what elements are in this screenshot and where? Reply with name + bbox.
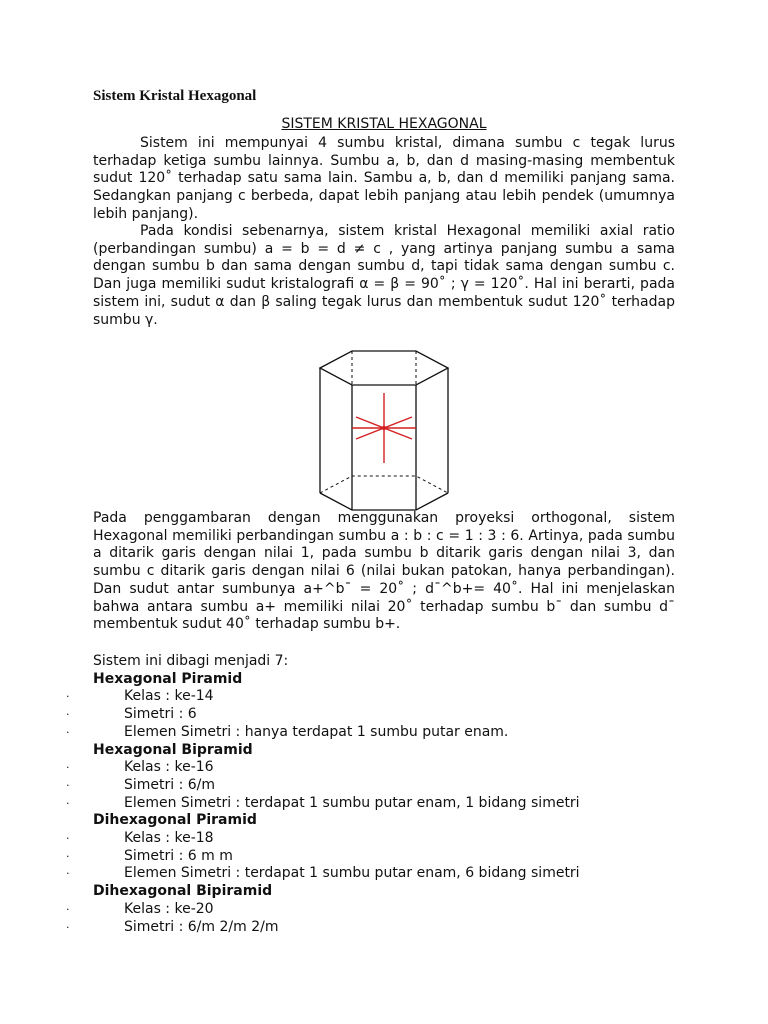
hexagonal-prism-figure <box>318 345 450 513</box>
list-item: · Simetri : 6 m m <box>66 847 233 864</box>
group-title-hexagonal-bipramid: Hexagonal Bipramid <box>93 741 253 758</box>
bullet-dot: · <box>66 725 70 739</box>
list-item: · Elemen Simetri : terdapat 1 sumbu putar enam, 1 bidang simetri <box>66 794 580 811</box>
list-item: · Kelas : ke-14 <box>66 688 214 705</box>
bullet-dot: · <box>66 708 70 722</box>
top-face <box>320 351 448 385</box>
list-item: · Simetri : 6 <box>66 706 197 723</box>
page-heading: Sistem Kristal Hexagonal <box>93 88 257 104</box>
list-item: · Elemen Simetri : hanya terdapat 1 sumbu putar enam. <box>66 723 509 740</box>
group-title-dihexagonal-bipiramid: Dihexagonal Bipiramid <box>93 883 273 900</box>
paragraph-axial-ratio: Pada kondisi sebenarnya, sistem kristal Hexagonal memiliki axial ratio (perbandingan sumbu) a = b = d ≠ c , yang artinya panjang sumbu a sama dengan sumbu b dan sama dengan sumbu d, tapi tidak sama dengan sumbu c. Dan juga memiliki sudut kristalografi α = β = 90˚ ; γ = 120˚. Hal ini berarti, pada sistem ini, sudut α dan β saling tegak lurus dan membentuk sudut 120˚ terhadap sumbu γ. <box>93 223 675 328</box>
bullet-dot: · <box>66 867 70 881</box>
bullet-dot: · <box>66 778 70 792</box>
bullet-dot: · <box>66 690 70 704</box>
group-title-hexagonal-piramid: Hexagonal Piramid <box>93 670 243 687</box>
list-item: · Elemen Simetri : terdapat 1 sumbu putar enam, 6 bidang simetri <box>66 865 580 882</box>
bullet-dot: · <box>66 796 70 810</box>
bullet-dot: · <box>66 832 70 845</box>
bullet-dot: · <box>66 920 70 934</box>
list-intro: Sistem ini dibagi menjadi 7: <box>93 653 289 669</box>
group-title-dihexagonal-piramid: Dihexagonal Piramid <box>93 812 257 829</box>
bullet-dot: · <box>66 849 70 863</box>
list-item: · Kelas : ke-20 <box>66 900 214 917</box>
bottom-front-edge <box>320 493 448 510</box>
paragraph-intro: Sistem ini mempunyai 4 sumbu kristal, dimana sumbu c tegak lurus terhadap ketiga sumbu lainnya. Sumbu a, b, dan d masing-masing membentuk sudut 120˚ terhadap satu sama lain. Sambu a, b, dan d memiliki panjang sama. Sedangkan panjang c berbeda, dapat lebih panjang atau lebih pendek (umumnya lebih panjang). <box>93 135 675 222</box>
list-item: · Simetri : 6/m 2/m 2/m <box>66 918 279 935</box>
axis-origin <box>382 426 386 430</box>
document-title: SISTEM KRISTAL HEXAGONAL <box>281 116 487 132</box>
hidden-bottom-back <box>320 476 448 493</box>
paragraph-projection: Pada penggambaran dengan menggunakan proyeksi orthogonal, sistem Hexagonal memiliki perbandingan sumbu a : b : c = 1 : 3 : 6. Artinya, pada sumbu a ditarik garis dengan nilai 1, pada sumbu b ditarik garis dengan nilai 3, dan sumbu c ditarik garis dengan nilai 6 (nilai bukan patokan, hanya perbandingan). Dan sudut antar sumbunya a+^b¯ = 20˚ ; d¯^b+= 40˚. Hal ini menjelaskan bahwa antara sumbu a+ memiliki nilai 20˚ terhadap sumbu b¯ dan sumbu d¯ membentuk sudut 40˚ terhadap sumbu b+. <box>93 510 675 633</box>
bullet-dot: · <box>66 902 70 916</box>
list-item: · Simetri : 6/m <box>66 776 216 793</box>
bullet-dot: · <box>66 761 70 775</box>
list-item: · Kelas : ke-18 <box>66 830 214 846</box>
list-item: · Kelas : ke-16 <box>66 759 214 776</box>
